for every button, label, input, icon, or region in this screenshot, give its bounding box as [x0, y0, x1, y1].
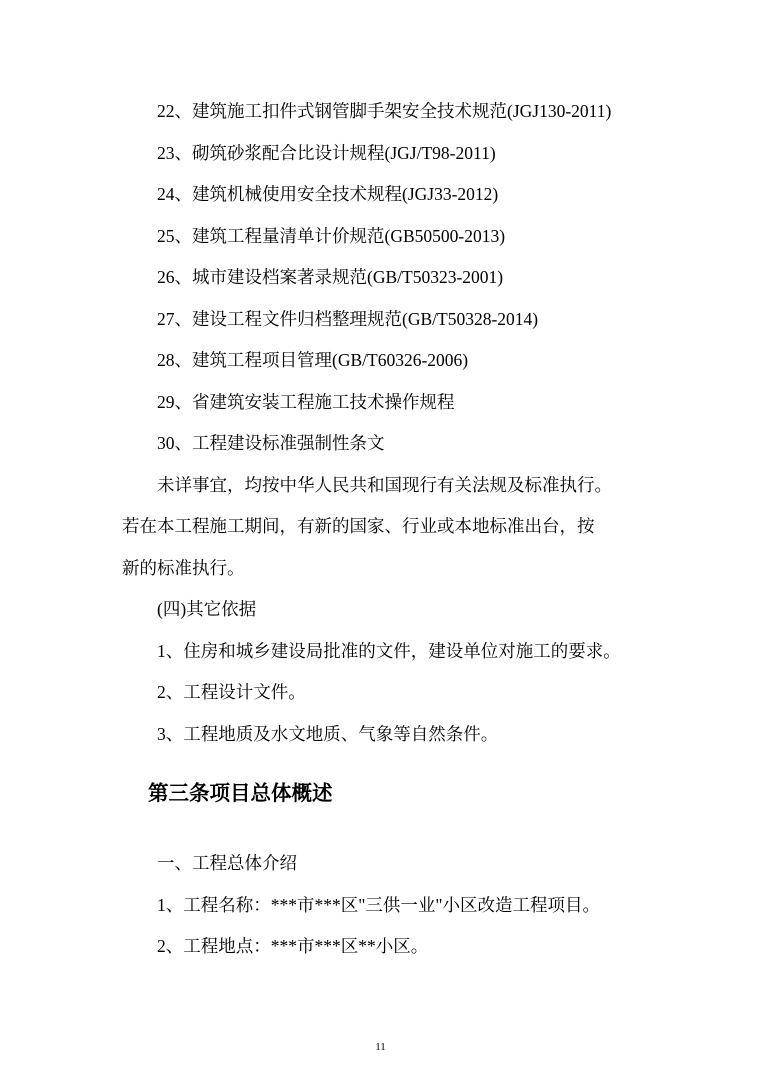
reference-item-24: 24、建筑机械使用安全技术规程(JGJ33-2012) — [157, 184, 499, 204]
paragraph-line-1: 未详事宜，均按中华人民共和国现行有关法规及标准执行。 — [157, 475, 612, 495]
overview-item-1: 1、工程名称：***市***区"三供一业"小区改造工程项目。 — [157, 895, 601, 915]
paragraph-line-2: 若在本工程施工期间，有新的国家、行业或本地标准出台，按 — [122, 516, 595, 536]
reference-item-29: 29、省建筑安装工程施工技术操作规程 — [157, 392, 455, 412]
other-basis-item-3: 3、工程地质及水文地质、气象等自然条件。 — [157, 724, 499, 744]
section-heading: 第三条项目总体概述 — [148, 783, 333, 805]
overview-subtitle: 一、工程总体介绍 — [157, 853, 297, 873]
other-basis-item-2: 2、工程设计文件。 — [157, 682, 306, 702]
reference-item-28: 28、建筑工程项目管理(GB/T60326-2006) — [157, 350, 469, 370]
overview-item-2: 2、工程地点：***市***区**小区。 — [157, 936, 429, 956]
reference-item-26: 26、城市建设档案著录规范(GB/T50323-2001) — [157, 267, 504, 287]
reference-item-23: 23、砌筑砂浆配合比设计规程(JGJ/T98-2011) — [157, 143, 496, 163]
page-number: 11 — [375, 1041, 386, 1053]
other-basis-title: (四)其它依据 — [157, 599, 257, 619]
other-basis-item-1: 1、住房和城乡建设局批准的文件，建设单位对施工的要求。 — [157, 641, 621, 661]
paragraph-line-3: 新的标准执行。 — [122, 558, 245, 578]
reference-item-22: 22、建筑施工扣件式钢管脚手架安全技术规范(JGJ130-2011) — [157, 101, 612, 121]
reference-item-30: 30、工程建设标准强制性条文 — [157, 433, 385, 453]
reference-item-27: 27、建设工程文件归档整理规范(GB/T50328-2014) — [157, 309, 539, 329]
reference-item-25: 25、建筑工程量清单计价规范(GB50500-2013) — [157, 226, 506, 246]
